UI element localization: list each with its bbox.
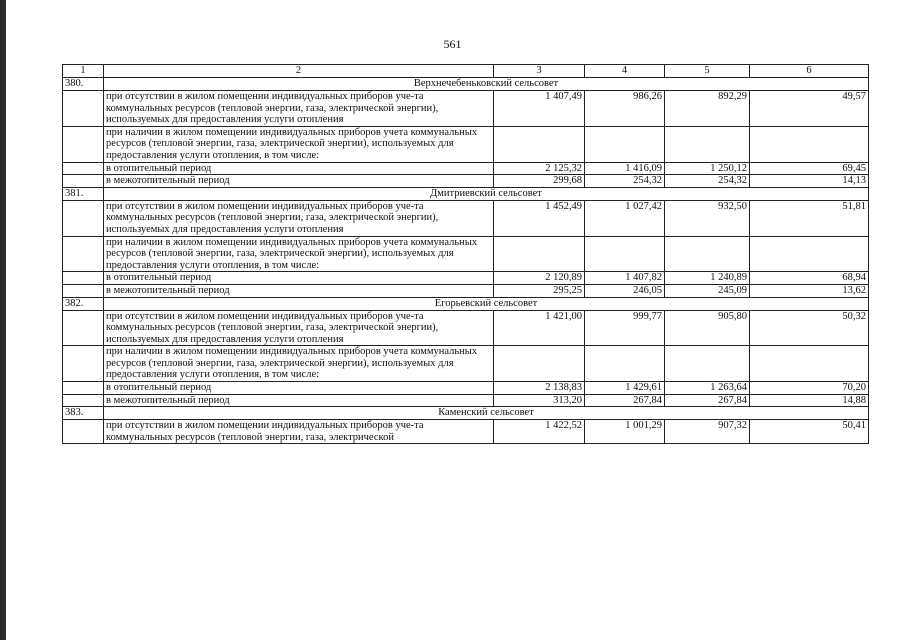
table-row	[63, 346, 869, 382]
description-cell: при отсутствии в жилом помещении индивидуальных приборов уче-та коммунальных ресурсов (тепловой энергии, газа, электрической	[104, 420, 494, 444]
value-cell-c3: 1 452,49	[494, 200, 585, 236]
section-name: Егорьевский сельсовет	[104, 297, 869, 310]
value-cell-c3	[494, 236, 585, 272]
value-cell-c4: 1 001,29	[585, 420, 665, 444]
code-cell	[63, 382, 104, 395]
code-cell	[63, 200, 104, 236]
description-cell: в межотопительный период	[104, 175, 494, 188]
header-cell: 6	[750, 65, 869, 78]
table-row	[63, 91, 869, 127]
value-cell-c5: 892,29	[665, 91, 750, 127]
section-row	[63, 187, 869, 200]
description-cell: при отсутствии в жилом помещении индивидуальных приборов уче-та коммунальных ресурсов (тепловой энергии, газа, электрической энергии), используемых для предоставления услуги отопления	[104, 200, 494, 236]
value-cell-c5: 254,32	[665, 175, 750, 188]
table-body	[63, 65, 869, 444]
description-cell: при отсутствии в жилом помещении индивидуальных приборов уче-та коммунальных ресурсов (тепловой энергии, газа, электрической энергии), используемых для предоставления услуги отопления	[104, 91, 494, 127]
value-cell-c6: 50,32	[750, 310, 869, 346]
value-cell-c5: 1 240,89	[665, 272, 750, 285]
code-cell	[63, 175, 104, 188]
value-cell-c6: 51,81	[750, 200, 869, 236]
section-row	[63, 78, 869, 91]
value-cell-c6: 14,13	[750, 175, 869, 188]
header-cell: 1	[63, 65, 104, 78]
header-cell: 5	[665, 65, 750, 78]
value-cell-c4: 1 027,42	[585, 200, 665, 236]
value-cell-c4: 999,77	[585, 310, 665, 346]
value-cell-c6	[750, 346, 869, 382]
code-cell	[63, 394, 104, 407]
value-cell-c3: 299,68	[494, 175, 585, 188]
value-cell-c6: 14,88	[750, 394, 869, 407]
description-cell: при отсутствии в жилом помещении индивидуальных приборов уче-та коммунальных ресурсов (тепловой энергии, газа, электрической энергии), используемых для предоставления услуги отопления	[104, 310, 494, 346]
value-cell-c3: 1 421,00	[494, 310, 585, 346]
value-cell-c5: 907,32	[665, 420, 750, 444]
table-row	[63, 200, 869, 236]
value-cell-c6: 68,94	[750, 272, 869, 285]
value-cell-c4: 1 416,09	[585, 162, 665, 175]
value-cell-c3: 2 138,83	[494, 382, 585, 395]
value-cell-c4: 1 429,61	[585, 382, 665, 395]
value-cell-c5: 1 263,64	[665, 382, 750, 395]
table-row	[63, 162, 869, 175]
value-cell-c5: 245,09	[665, 284, 750, 297]
section-row	[63, 407, 869, 420]
value-cell-c4: 246,05	[585, 284, 665, 297]
value-cell-c3: 1 422,52	[494, 420, 585, 444]
value-cell-c6	[750, 126, 869, 162]
code-cell	[63, 126, 104, 162]
description-cell: в отопительный период	[104, 162, 494, 175]
value-cell-c3: 2 125,32	[494, 162, 585, 175]
table-row	[63, 310, 869, 346]
description-cell: в межотопительный период	[104, 394, 494, 407]
value-cell-c5	[665, 346, 750, 382]
section-code: 382.	[63, 297, 104, 310]
description-cell: в отопительный период	[104, 382, 494, 395]
code-cell	[63, 91, 104, 127]
value-cell-c3: 2 120,89	[494, 272, 585, 285]
description-cell: при наличии в жилом помещении индивидуальных приборов учета коммунальных ресурсов (тепловой энергии, газа, электрической энергии), используемых для предоставления услуги отопления, в том числе:	[104, 126, 494, 162]
value-cell-c3: 295,25	[494, 284, 585, 297]
value-cell-c6: 50,41	[750, 420, 869, 444]
section-code: 383.	[63, 407, 104, 420]
value-cell-c5: 267,84	[665, 394, 750, 407]
description-cell: в межотопительный период	[104, 284, 494, 297]
header-cell: 4	[585, 65, 665, 78]
code-cell	[63, 162, 104, 175]
value-cell-c5: 905,80	[665, 310, 750, 346]
code-cell	[63, 346, 104, 382]
value-cell-c5: 932,50	[665, 200, 750, 236]
value-cell-c5	[665, 126, 750, 162]
value-cell-c3: 1 407,49	[494, 91, 585, 127]
table-row	[63, 420, 869, 444]
table-row	[63, 394, 869, 407]
value-cell-c3	[494, 126, 585, 162]
section-name: Каменский сельсовет	[104, 407, 869, 420]
value-cell-c6: 13,62	[750, 284, 869, 297]
description-cell: при наличии в жилом помещении индивидуальных приборов учета коммунальных ресурсов (тепловой энергии, газа, электрической энергии), используемых для предоставления услуги отопления, в том числе:	[104, 236, 494, 272]
header-row	[63, 65, 869, 78]
value-cell-c5	[665, 236, 750, 272]
value-cell-c4	[585, 126, 665, 162]
table-row	[63, 284, 869, 297]
table-row	[63, 175, 869, 188]
value-cell-c6	[750, 236, 869, 272]
scan-edge-bar	[0, 0, 6, 640]
page-number: 561	[443, 37, 462, 51]
header-cell: 2	[104, 65, 494, 78]
code-cell	[63, 420, 104, 444]
value-cell-c3: 313,20	[494, 394, 585, 407]
code-cell	[63, 284, 104, 297]
table-row	[63, 236, 869, 272]
code-cell	[63, 236, 104, 272]
description-cell: в отопительный период	[104, 272, 494, 285]
section-row	[63, 297, 869, 310]
description-cell: при наличии в жилом помещении индивидуальных приборов учета коммунальных ресурсов (тепловой энергии, газа, электрической энергии), используемых для предоставления услуги отопления, в том числе:	[104, 346, 494, 382]
section-code: 380.	[63, 78, 104, 91]
value-cell-c6: 70,20	[750, 382, 869, 395]
value-cell-c4	[585, 236, 665, 272]
value-cell-c4	[585, 346, 665, 382]
value-cell-c3	[494, 346, 585, 382]
code-cell	[63, 272, 104, 285]
table-row	[63, 272, 869, 285]
header-cell: 3	[494, 65, 585, 78]
section-name: Верхнечебеньковский сельсовет	[104, 78, 869, 91]
code-cell	[63, 310, 104, 346]
section-code: 381.	[63, 187, 104, 200]
value-cell-c6: 49,57	[750, 91, 869, 127]
value-cell-c4: 254,32	[585, 175, 665, 188]
value-cell-c4: 986,26	[585, 91, 665, 127]
value-cell-c4: 1 407,82	[585, 272, 665, 285]
value-cell-c4: 267,84	[585, 394, 665, 407]
table-row	[63, 382, 869, 395]
table-row	[63, 126, 869, 162]
value-cell-c6: 69,45	[750, 162, 869, 175]
tariff-table	[62, 64, 869, 444]
section-name: Дмитриевский сельсовет	[104, 187, 869, 200]
value-cell-c5: 1 250,12	[665, 162, 750, 175]
